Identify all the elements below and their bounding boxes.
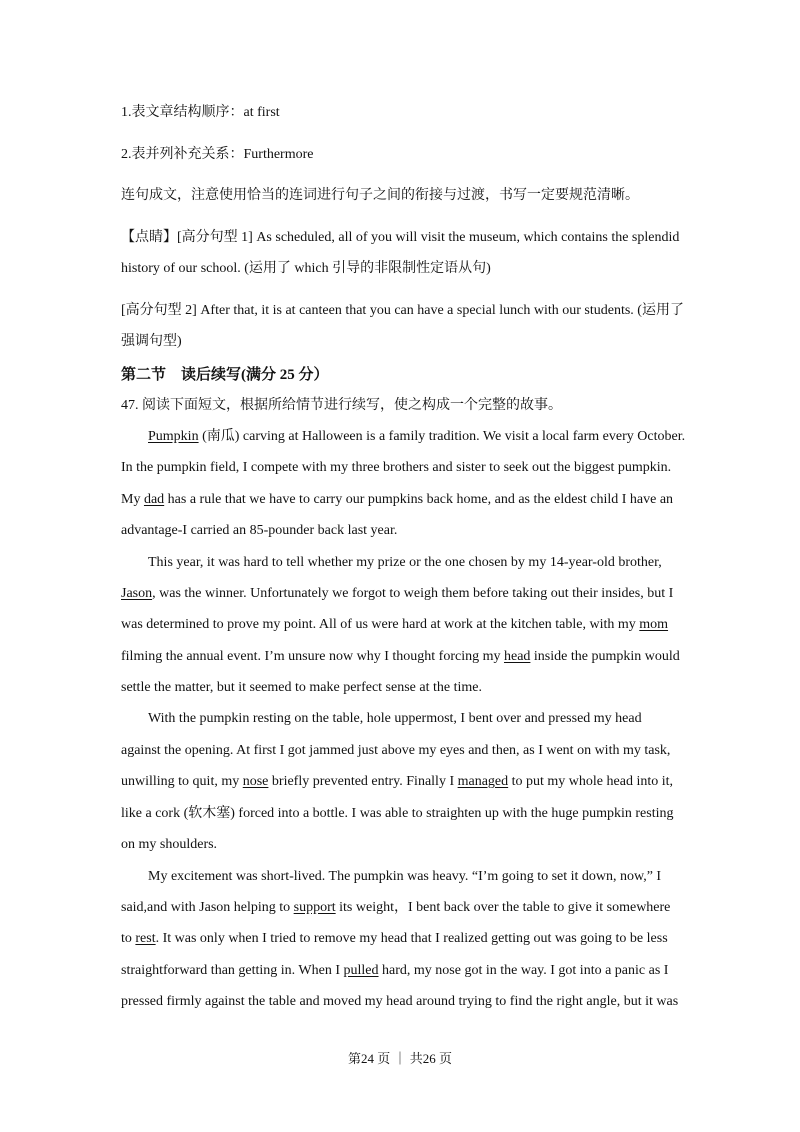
underlined-word: Pumpkin	[148, 429, 199, 444]
question-prompt: 47. 阅读下面短文，根据所给情节进行续写，使之构成一个完整的故事。	[121, 398, 562, 413]
passage-line: My excitement was short-lived. The pumpkin was heavy. “I’m going to set it down, now,” I	[148, 869, 662, 884]
passage-line	[148, 427, 685, 447]
passage-line: against the opening. At first I got jammed just above my eyes and then, as I went on with my task,	[121, 743, 671, 758]
underlined-word: dad	[143, 492, 165, 507]
passage-line: With the pumpkin resting on the table, hole uppermost, I bent over and pressed my head	[148, 711, 642, 726]
text-span: to	[121, 931, 136, 946]
text-span: said,and with Jason helping to	[121, 900, 294, 915]
text-line: 【点睛】[高分句型 1] As scheduled, all of you will visit the museum, which contains the splendid	[121, 230, 680, 245]
passage-line	[121, 929, 668, 949]
passage-line	[121, 961, 668, 981]
underlined-word: managed	[457, 774, 509, 789]
text-span: has a rule that we have to carry our pumpkins back home, and as the eldest child I have an	[164, 492, 674, 507]
passage-line: like a cork (软木塞) forced into a bottle. I was able to straighten up with the huge pumpkin resting	[121, 806, 674, 821]
text-line: history of our school. (运用了 which 引导的非限制性定语从句)	[121, 261, 491, 276]
text-span: (南瓜) carving at Halloween is a family tradition. We visit a local farm every October.	[198, 429, 686, 444]
text-line: 1.表文章结构顺序：at first	[121, 105, 280, 120]
text-span: unwilling to quit, my	[121, 774, 243, 789]
passage-line: This year, it was hard to tell whether my prize or the one chosen by my 14-year-old brother,	[148, 555, 662, 570]
text-span: . It was only when I tried to remove my head that I realized getting out was going to be less	[155, 931, 668, 946]
underlined-word: head	[503, 649, 531, 664]
text-span: , was the winner. Unfortunately we forgot to weigh them before taking out their insides, but I	[152, 586, 674, 601]
text-span: My	[121, 492, 144, 507]
underlined-word: Jason	[121, 586, 153, 601]
underlined-word: nose	[242, 774, 269, 789]
text-line: 2.表并列补充关系：Furthermore	[121, 147, 314, 162]
page-footer: 第24 页 ｜ 共26 页	[347, 1051, 452, 1066]
passage-line	[121, 490, 673, 510]
text-line: [高分句型 2] After that, it is at canteen that you can have a special lunch with our students. (运用了	[121, 303, 684, 318]
underlined-word: support	[293, 900, 336, 915]
underlined-word: pulled	[343, 963, 379, 978]
passage-line	[121, 615, 668, 635]
text-span: briefly prevented entry. Finally I	[268, 774, 458, 789]
passage-line: settle the matter, but it seemed to make perfect sense at the time.	[121, 680, 482, 695]
text-line: 连句成文，注意使用恰当的连词进行句子之间的衔接与过渡，书写一定要规范清晰。	[121, 188, 639, 203]
passage-line	[121, 647, 680, 667]
text-line: 强调句型)	[121, 334, 182, 349]
text-span: straightforward than getting in. When I	[121, 963, 344, 978]
passage-line	[121, 898, 670, 918]
passage-line: In the pumpkin field, I compete with my three brothers and sister to seek out the biggest pumpkin.	[121, 460, 672, 475]
passage-line: pressed firmly against the table and moved my head around trying to find the right angle, but it was	[121, 994, 679, 1009]
passage-line	[121, 584, 673, 604]
text-span: hard, my nose got in the way. I got into a panic as I	[378, 963, 669, 978]
passage-line	[121, 772, 673, 792]
underlined-word: mom	[639, 617, 669, 632]
text-span: inside the pumpkin would	[530, 649, 680, 664]
passage-line: on my shoulders.	[121, 837, 218, 852]
passage-line: advantage-I carried an 85-pounder back last year.	[121, 523, 398, 538]
text-span: filming the annual event. I’m unsure now why I thought forcing my	[121, 649, 504, 664]
text-span: its weight，I bent back over the table to give it somewhere	[335, 900, 671, 915]
text-span: to put my whole head into it,	[508, 774, 674, 789]
text-span: was determined to prove my point. All of us were hard at work at the kitchen table, with my	[121, 617, 640, 632]
underlined-word: rest	[135, 931, 156, 946]
section-heading: 第二节 读后续写(满分 25 分）	[121, 367, 329, 383]
